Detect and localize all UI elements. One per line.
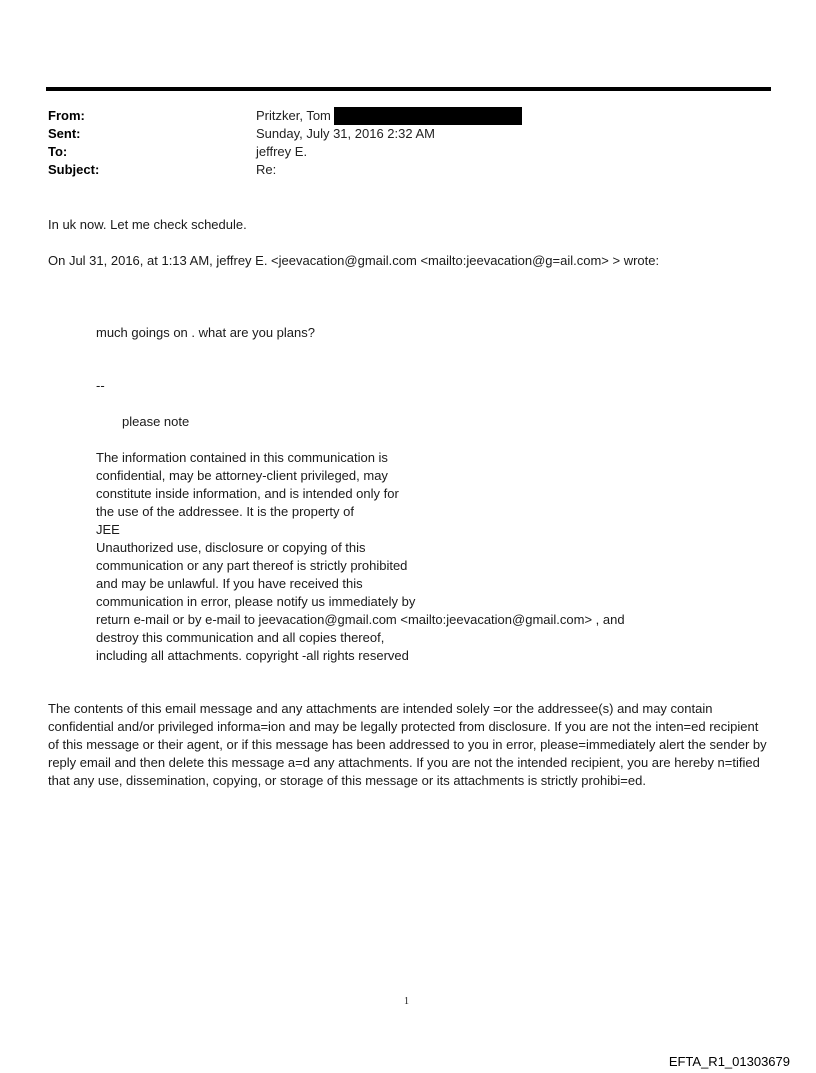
sent-value: Sunday, July 31, 2016 2:32 AM [256, 126, 435, 141]
to-label: To: [48, 144, 68, 159]
page-number: 1 [404, 996, 409, 1007]
quoted-message: much goings on . what are you plans? [96, 325, 315, 340]
from-value: Pritzker, Tom [256, 108, 331, 123]
from-row [48, 107, 331, 125]
reply-text: In uk now. Let me check schedule. [48, 217, 247, 232]
from-label: From: [48, 108, 85, 123]
subject-label: Subject: [48, 162, 100, 177]
disclaimer-line: constitute inside information, and is intended only for [96, 486, 399, 501]
please-note: please note [122, 414, 190, 429]
sent-label: Sent: [48, 126, 81, 141]
disclaimer-line: Unauthorized use, disclosure or copying of this [96, 540, 366, 555]
disclaimer-line: return e-mail or by e-mail to jeevacation@gmail.com <mailto:jeevacation@gmail.com> , and [96, 612, 625, 627]
from-value-wrap [256, 107, 522, 125]
confidentiality-disclaimer [96, 449, 625, 665]
quote-intro: On Jul 31, 2016, at 1:13 AM, jeffrey E. <jeevacation@gmail.com <mailto:jeevacation@g=ail.com> > wrote: [48, 253, 660, 268]
disclaimer-line: including all attachments. copyright -all rights reserved [96, 648, 409, 663]
disclaimer-line: the use of the addressee. It is the property of [96, 504, 354, 519]
to-row [48, 143, 308, 161]
disclaimer-line: communication or any part thereof is strictly prohibited [96, 558, 408, 573]
disclaimer-line: The information contained in this communication is [96, 450, 388, 465]
disclaimer-line: JEE [96, 522, 120, 537]
to-value: jeffrey E. [256, 144, 308, 159]
disclaimer-line: confidential, may be attorney-client privileged, may [96, 468, 388, 483]
footer-notice: The contents of this email message and any attachments are intended solely =or the addressee(s) and may contain confidential and/or privileged informa=ion and may be legally protected from disclosure. If you are not the inten=ed recipient of this message or their agent, or if this message has been addressed to you in error, please=immediately alert the sender by reply email and then delete this message a=d any attachments. If you are not the intended recipient, you are hereby n=tified that any use, dissemination, copying, or storage of this message or its attachments is strictly prohibi=ed. [48, 701, 767, 788]
header-rule [46, 87, 771, 91]
disclaimer-line: communication in error, please notify us immediately by [96, 594, 416, 609]
document-id: EFTA_R1_01303679 [668, 1054, 790, 1069]
sent-row [48, 125, 435, 143]
signature-separator: -- [96, 378, 105, 393]
subject-value: Re: [256, 162, 277, 177]
subject-row [48, 161, 277, 179]
disclaimer-line: and may be unlawful. If you have received this [96, 576, 363, 591]
redaction-box [334, 107, 522, 125]
disclaimer-line: destroy this communication and all copies thereof, [96, 630, 385, 645]
